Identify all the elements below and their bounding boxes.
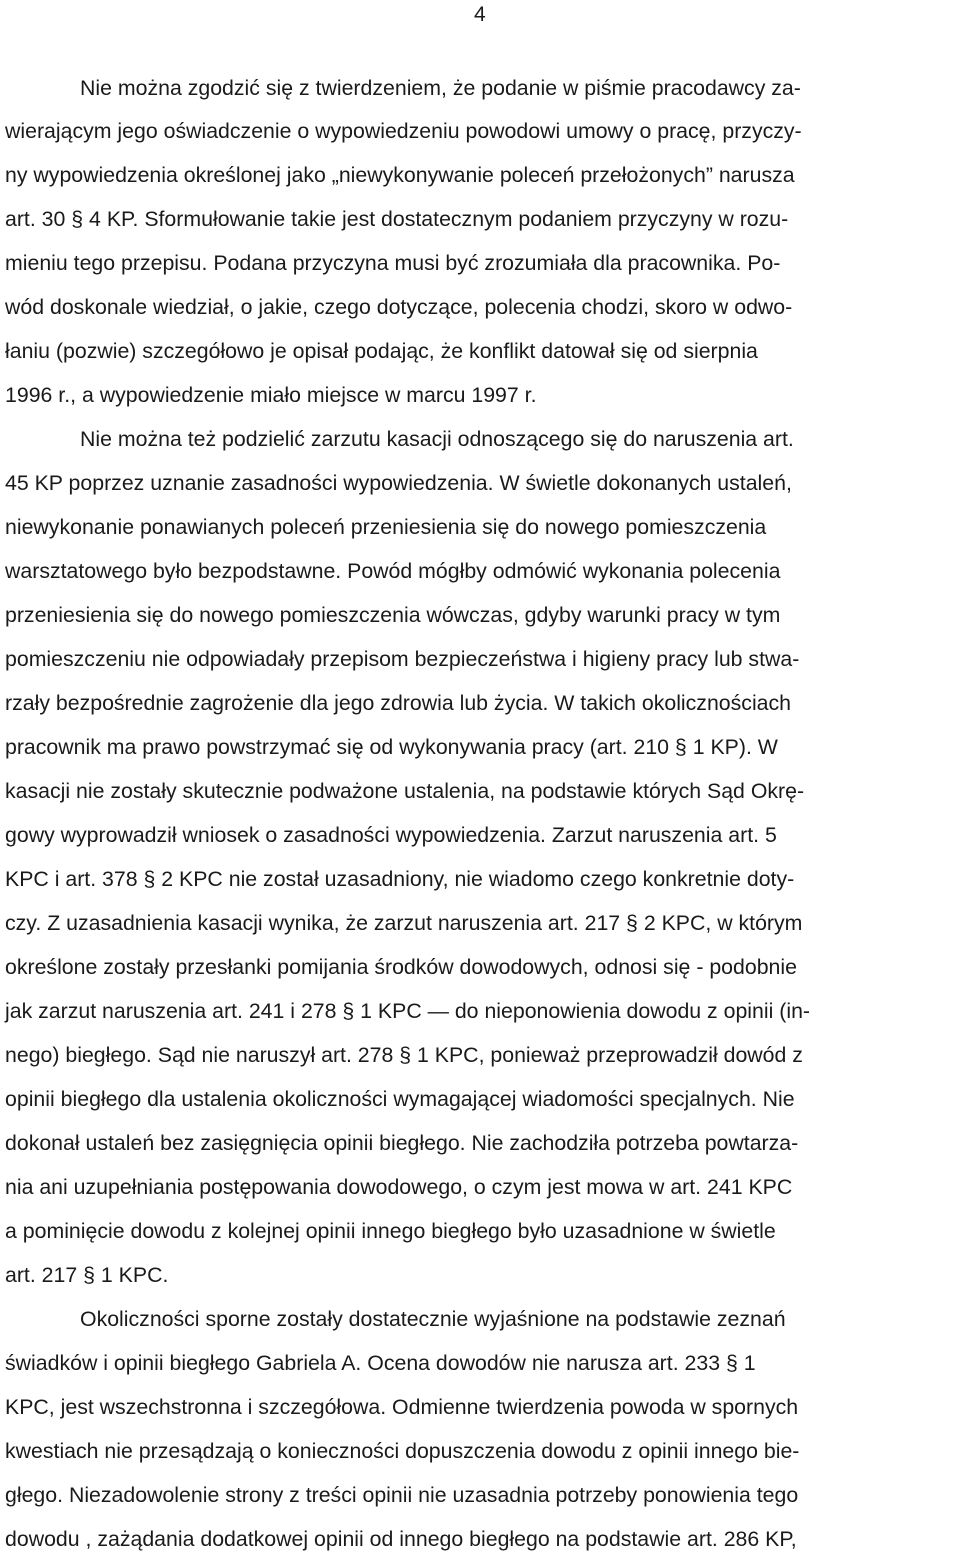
text-line: KPC, jest wszechstronna i szczegółowa. Odmienne twierdzenia powoda w spornych [5, 1395, 799, 1419]
text-line: rzały bezpośrednie zagrożenie dla jego zdrowia lub życia. W takich okolicznościach [5, 691, 792, 715]
text-line: głego. Niezadowolenie strony z treści opinii nie uzasadnia potrzeby ponowienia tego [5, 1483, 799, 1507]
text-line: art. 217 § 1 KPC. [5, 1263, 169, 1287]
text-line: kwestiach nie przesądzają o konieczności dopuszczenia dowodu z opinii innego bie- [5, 1439, 800, 1463]
text-line: pomieszczeniu nie odpowiadały przepisom bezpieczeństwa i higieny pracy lub stwa- [5, 647, 800, 671]
text-line: dokonał ustaleń bez zasięgnięcia opinii biegłego. Nie zachodziła potrzeba powtarza- [5, 1131, 799, 1155]
text-line: niewykonanie ponawianych poleceń przeniesienia się do nowego pomieszczenia [5, 515, 767, 539]
text-line: ny wypowiedzenia określonej jako „niewykonywanie poleceń przełożonych” narusza [5, 163, 795, 187]
text-line: gowy wyprowadził wniosek o zasadności wypowiedzenia. Zarzut naruszenia art. 5 [5, 823, 777, 847]
text-line: 45 KP poprzez uznanie zasadności wypowiedzenia. W świetle dokonanych ustaleń, [5, 471, 792, 495]
text-line: określone zostały przesłanki pomijania środków dowodowych, odnosi się - podobnie [5, 955, 797, 979]
text-line: przeniesienia się do nowego pomieszczenia wówczas, gdyby warunki pracy w tym [5, 603, 781, 627]
text-line: KPC i art. 378 § 2 KPC nie został uzasadniony, nie wiadomo czego konkretnie doty- [5, 867, 795, 891]
text-line: Nie można zgodzić się z twierdzeniem, że podanie w piśmie pracodawcy za- [80, 76, 801, 100]
text-line: a pominięcie dowodu z kolejnej opinii innego biegłego było uzasadnione w świetle [5, 1219, 776, 1243]
text-line: nego) biegłego. Sąd nie naruszył art. 278 § 1 KPC, ponieważ przeprowadził dowód z [5, 1043, 803, 1067]
text-line: kasacji nie zostały skutecznie podważone ustalenia, na podstawie których Sąd Okrę- [5, 779, 805, 803]
text-line: warsztatowego było bezpodstawne. Powód mógłby odmówić wykonania polecenia [5, 559, 781, 583]
document-body [0, 66, 960, 1561]
text-line: łaniu (pozwie) szczegółowo je opisał podając, że konflikt datował się od sierpnia [5, 339, 758, 363]
text-line: Okoliczności sporne zostały dostatecznie wyjaśnione na podstawie zeznań [80, 1307, 786, 1331]
text-line: opinii biegłego dla ustalenia okoliczności wymagającej wiadomości specjalnych. Nie [5, 1087, 795, 1111]
text-line: jak zarzut naruszenia art. 241 i 278 § 1 KPC — do nieponowienia dowodu z opinii (in- [5, 999, 811, 1023]
text-line: nia ani uzupełniania postępowania dowodowego, o czym jest mowa w art. 241 KPC [5, 1175, 793, 1199]
text-line: 1996 r., a wypowiedzenie miało miejsce w marcu 1997 r. [5, 383, 537, 407]
text-line: świadków i opinii biegłego Gabriela A. Ocena dowodów nie narusza art. 233 § 1 [5, 1351, 756, 1375]
page-number: 4 [474, 3, 486, 26]
text-line: wód doskonale wiedział, o jakie, czego dotyczące, polecenia chodzi, skoro w odwo- [5, 295, 793, 319]
text-line: czy. Z uzasadnienia kasacji wynika, że zarzut naruszenia art. 217 § 2 KPC, w którym [5, 911, 803, 935]
text-line: art. 30 § 4 KP. Sformułowanie takie jest dostatecznym podaniem przyczyny w rozu- [5, 207, 789, 231]
text-line: Nie można też podzielić zarzutu kasacji odnoszącego się do naruszenia art. [80, 427, 794, 451]
text-line: wierającym jego oświadczenie o wypowiedzeniu powodowi umowy o pracę, przyczy- [5, 119, 802, 143]
text-line: mieniu tego przepisu. Podana przyczyna musi być zrozumiała dla pracownika. Po- [5, 251, 781, 275]
text-line: pracownik ma prawo powstrzymać się od wykonywania pracy (art. 210 § 1 KP). W [5, 735, 778, 759]
text-line: dowodu , zażądania dodatkowej opinii od innego biegłego na podstawie art. 286 KP, [5, 1527, 797, 1551]
